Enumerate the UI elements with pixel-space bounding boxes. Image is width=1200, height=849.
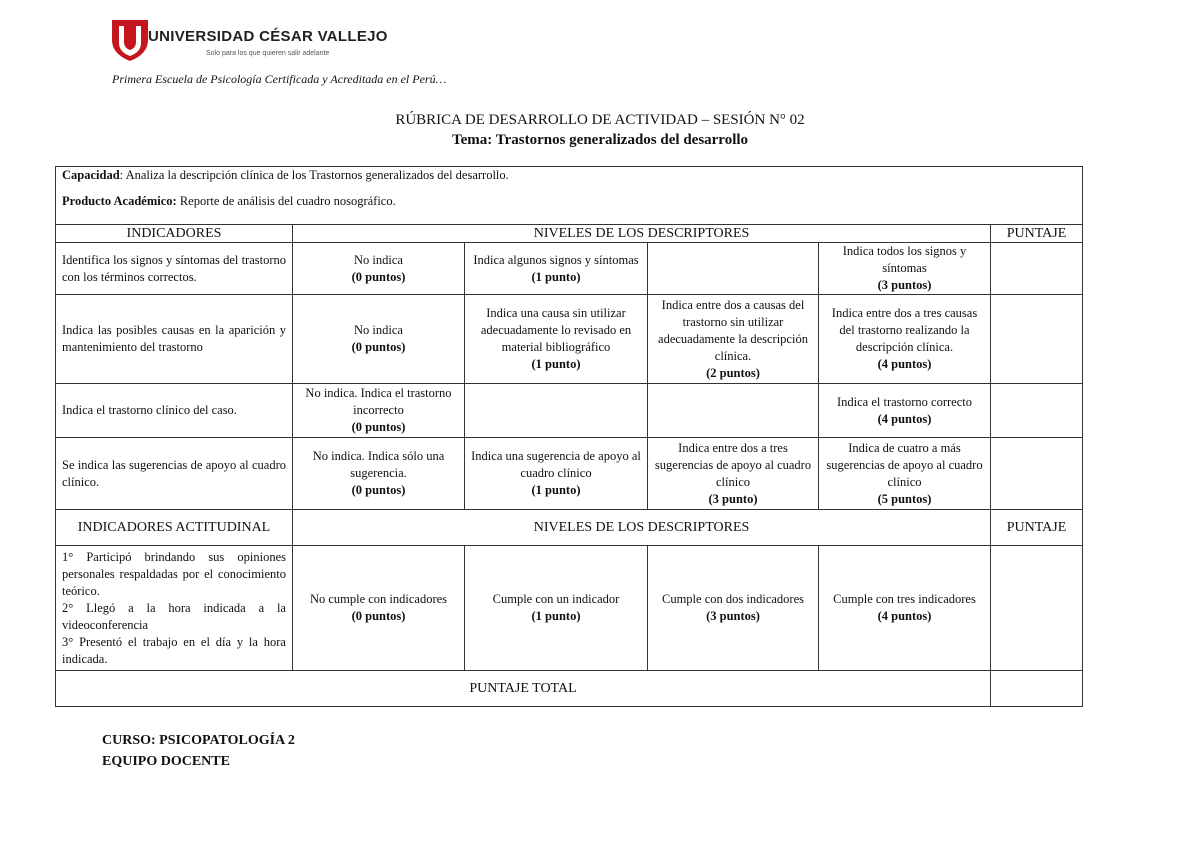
total-score-cell [991, 671, 1083, 707]
header-row [56, 225, 1083, 243]
level-cell [819, 384, 991, 438]
total-label: PUNTAJE TOTAL [56, 671, 991, 707]
level-text: No indica. Indica el trastorno incorrecto [305, 386, 452, 417]
level-text: No cumple con indicadores [309, 592, 448, 606]
rubric-table [55, 166, 1083, 707]
attitudinal-indicators-header: INDICADORES ACTITUDINAL [56, 510, 293, 546]
level-text: Indica una causa sin utilizar adecuadamente lo revisado en material bibliográfico [480, 306, 632, 354]
level-points: (4 puntos) [877, 357, 932, 371]
level-text: Indica entre dos a causas del trastorno sin utilizar adecuadamente la descripción clínica. [658, 297, 808, 363]
level-cell [293, 384, 465, 438]
level-text: Indica algunos signos y síntomas [473, 252, 639, 267]
attitudinal-header-row [56, 510, 1083, 546]
level-cell-empty [648, 243, 819, 295]
level-points: (0 puntos) [351, 420, 406, 434]
level-cell [819, 295, 991, 384]
level-points: (4 puntos) [877, 411, 932, 426]
level-cell [648, 295, 819, 384]
level-text: Indica una sugerencia de apoyo al cuadro clínico [471, 449, 641, 480]
capacity-row [56, 167, 1083, 225]
level-cell [293, 438, 465, 510]
score-cell [991, 295, 1083, 384]
level-text: Cumple con dos indicadores [662, 592, 804, 606]
product-label: Producto Académico: [62, 194, 177, 208]
attitudinal-item: 3° Presentó el trabajo en el día y la hora indicada. [62, 634, 286, 666]
level-text: Indica todos los signos y síntomas [842, 244, 967, 275]
levels-header: NIVELES DE LOS DESCRIPTORES [293, 225, 991, 243]
level-cell [293, 546, 465, 671]
course-info [102, 730, 295, 772]
attitudinal-levels-header: NIVELES DE LOS DESCRIPTORES [293, 510, 991, 546]
level-cell [819, 243, 991, 295]
level-points: (0 puntos) [351, 269, 406, 284]
product-line [62, 193, 1076, 210]
level-points: (5 puntos) [877, 491, 932, 506]
course-name: CURSO: PSICOPATOLOGÍA 2 [102, 733, 295, 748]
capacity-text: : Analiza la descripción clínica de los Trastornos generalizados del desarrollo. [119, 168, 509, 182]
level-points: (3 puntos) [877, 278, 932, 292]
score-header: PUNTAJE [991, 225, 1083, 243]
attitudinal-score-header: PUNTAJE [991, 510, 1083, 546]
level-text: No indica [354, 252, 403, 267]
level-points: (2 puntos) [706, 365, 760, 380]
level-cell [648, 546, 819, 671]
attitudinal-item: 2° Llegó a la hora indicada a la videoconferencia [62, 600, 286, 632]
university-name: UNIVERSIDAD CÉSAR VALLEJO [148, 28, 388, 45]
level-text: Indica el trastorno correcto [836, 394, 972, 409]
indicator-cell: Indica las posibles causas en la aparición y mantenimiento del trastorno [56, 295, 293, 384]
level-cell [819, 546, 991, 671]
total-row [56, 671, 1083, 707]
ucv-shield-icon [110, 18, 150, 62]
university-tagline: Solo para los que quieren salir adelante [206, 50, 330, 57]
level-text: Cumple con tres indicadores [833, 592, 976, 606]
level-points: (3 punto) [708, 491, 758, 506]
indicator-cell: Identifica los signos y síntomas del trastorno con los términos correctos. [56, 243, 293, 295]
document-subtitle: Tema: Trastornos generalizados del desarrollo [451, 132, 749, 148]
score-cell [991, 546, 1083, 671]
level-text: Indica entre dos a tres sugerencias de apoyo al cuadro clínico [654, 440, 812, 489]
level-cell-empty [465, 384, 648, 438]
table-row [56, 384, 1083, 438]
document-title: RÚBRICA DE DESARROLLO DE ACTIVIDAD – SESIÓN N° 02 [395, 112, 805, 128]
level-text: No indica. Indica sólo una sugerencia. [312, 449, 445, 480]
capacity-label: Capacidad [62, 168, 120, 182]
indicators-header: INDICADORES [56, 225, 293, 243]
attitudinal-item: 1° Participó brindando sus opiniones personales respaldadas por el conocimiento teórico. [62, 549, 286, 598]
level-text: No indica [354, 323, 403, 337]
table-row [56, 438, 1083, 510]
level-points: (1 punto) [531, 357, 581, 371]
level-points: (1 punto) [531, 609, 581, 623]
level-cell [819, 438, 991, 510]
level-text: Cumple con un indicador [492, 592, 620, 606]
level-points: (1 punto) [531, 483, 581, 497]
level-cell [465, 243, 648, 295]
level-points: (0 puntos) [351, 609, 406, 623]
level-cell [293, 243, 465, 295]
level-points: (4 puntos) [877, 609, 932, 623]
level-cell [465, 438, 648, 510]
capacity-line [62, 167, 1076, 184]
level-points: (1 punto) [531, 269, 581, 284]
level-text: Indica entre dos a tres causas del trastorno realizando la descripción clínica. [831, 306, 978, 354]
level-text: Indica de cuatro a más sugerencias de apoyo al cuadro clínico [826, 440, 983, 489]
school-motto: Primera Escuela de Psicología Certificada y Acreditada en el Perú… [112, 72, 447, 86]
attitudinal-row [56, 546, 1083, 671]
table-row [56, 295, 1083, 384]
level-points: (0 puntos) [351, 340, 406, 354]
product-text: Reporte de análisis del cuadro nosográfico. [176, 194, 396, 208]
level-cell-empty [648, 384, 819, 438]
attitudinal-items [56, 546, 293, 671]
level-points: (0 puntos) [351, 483, 406, 497]
score-cell [991, 243, 1083, 295]
level-cell [465, 295, 648, 384]
table-row [56, 243, 1083, 295]
level-cell [293, 295, 465, 384]
teaching-team: EQUIPO DOCENTE [102, 754, 230, 769]
score-cell [991, 384, 1083, 438]
indicator-cell: Se indica las sugerencias de apoyo al cuadro clínico. [56, 438, 293, 510]
score-cell [991, 438, 1083, 510]
level-cell [465, 546, 648, 671]
level-points: (3 puntos) [706, 609, 760, 623]
indicator-cell: Indica el trastorno clínico del caso. [56, 384, 293, 438]
level-cell [648, 438, 819, 510]
